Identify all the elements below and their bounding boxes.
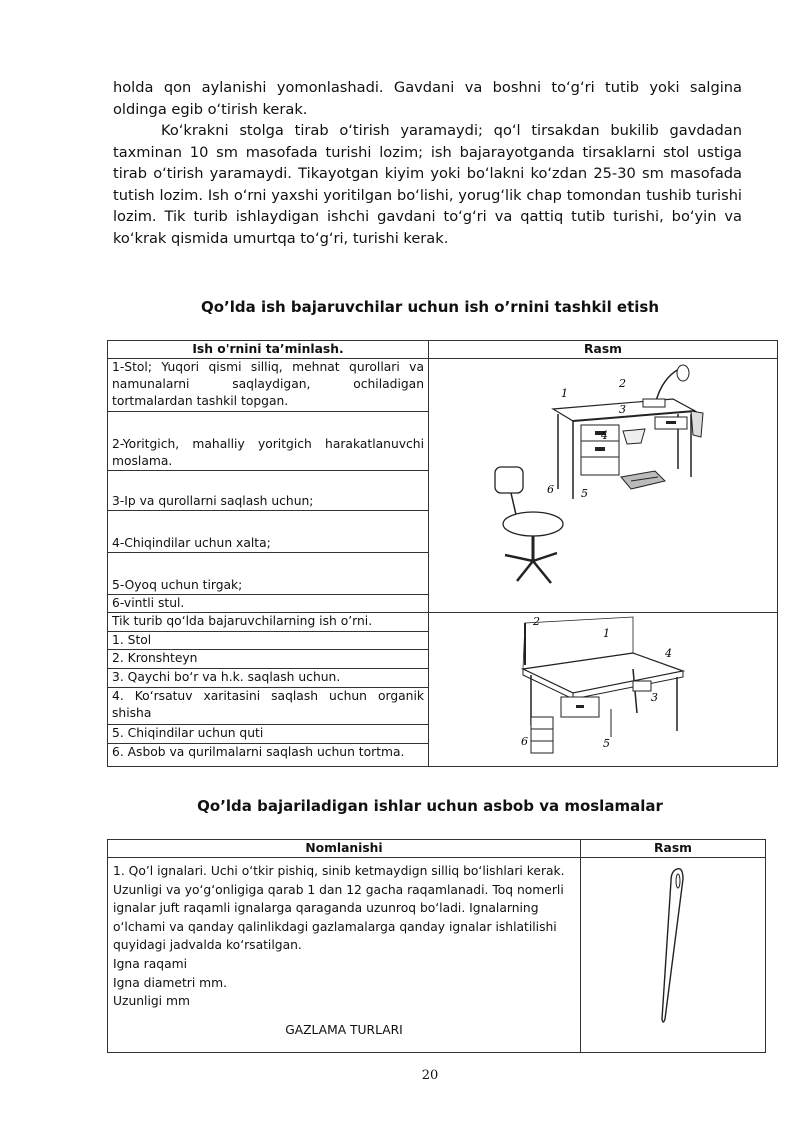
col-header-name: Nomlanishi bbox=[108, 840, 581, 858]
table-row bbox=[108, 858, 581, 1053]
needle-number-label: Igna raqami bbox=[113, 956, 187, 971]
figure-cell-needle bbox=[581, 858, 766, 1053]
table-row: 1-Stol; Yuqori qismi silliq, mehnat qurollari va namunalarni saqlaydigan, ochiladigan tortmalardan tashkil topgan. bbox=[108, 359, 429, 412]
figure1-label-4: 4 bbox=[601, 429, 608, 442]
figure1-label-5: 5 bbox=[581, 487, 588, 500]
col-header-provision: Ish o'rnini ta’minlash. bbox=[108, 341, 429, 359]
figure1-label-3: 3 bbox=[619, 403, 626, 416]
figure2-label-6: 6 bbox=[521, 735, 528, 748]
needle-diameter-label: Igna diametri mm. bbox=[113, 975, 228, 990]
needle-illustration bbox=[583, 859, 763, 1049]
table-row: 3. Qaychi bo‘r va h.k. saqlash uchun. bbox=[108, 669, 429, 688]
figure1-label-2: 2 bbox=[619, 377, 626, 390]
table-row: Tik turib qo‘lda bajaruvchilarning ish o’rni. bbox=[108, 613, 429, 632]
fabric-types-label: GAZLAMA TURLARI bbox=[285, 1022, 403, 1037]
table-row: 6-vintli stul. bbox=[108, 594, 429, 612]
section-1-title: Qo’lda ish bajaruvchilar uchun ish o’rnini tashkil etish bbox=[200, 298, 660, 316]
paragraph-2 bbox=[113, 120, 742, 250]
figure-cell-seated bbox=[429, 359, 778, 613]
seated-workplace-illustration bbox=[433, 359, 773, 609]
tools-table bbox=[107, 839, 766, 1053]
table-row: 4. Ko‘rsatuv xaritasini saqlash uchun organik shisha bbox=[108, 687, 429, 724]
standing-workplace-illustration bbox=[433, 613, 773, 763]
figure2-label-2: 2 bbox=[533, 615, 540, 628]
section-2-title: Qo’lda bajariladigan ishlar uchun asbob va moslamalar bbox=[197, 797, 663, 815]
col-header-picture: Rasm bbox=[581, 840, 766, 858]
workplace-table bbox=[107, 340, 778, 767]
paragraph-1: holda qon aylanishi yomonlashadi. Gavdani va boshni to‘g‘ri tutib yoki salgina oldinga egib o‘tirish kerak. bbox=[113, 79, 742, 118]
table-row: 5. Chiqindilar uchun quti bbox=[108, 725, 429, 744]
table-row: 2-Yoritgich, mahalliy yoritgich harakatlanuvchi moslama. bbox=[108, 411, 429, 470]
needle-length-label: Uzunligi mm bbox=[113, 994, 190, 1009]
table-row: 1. Stol bbox=[108, 631, 429, 650]
table-row: 4-Chiqindilar uchun xalta; bbox=[108, 511, 429, 553]
figure-cell-standing bbox=[429, 613, 778, 767]
figure1-label-6: 6 bbox=[547, 483, 554, 496]
table-row: 2. Kronshteyn bbox=[108, 650, 429, 669]
table-row: 3-Ip va qurollarni saqlash uchun; bbox=[108, 470, 429, 511]
figure2-label-5: 5 bbox=[603, 737, 610, 750]
figure2-label-3: 3 bbox=[651, 691, 658, 704]
page-number: 20 bbox=[421, 1068, 439, 1083]
col-header-picture: Rasm bbox=[429, 341, 778, 359]
needles-description: 1. Qo’l ignalari. Uchi o‘tkir pishiq, sinib ketmaydign silliq bo‘lishlari kerak. Uzunligi va yo‘g‘onligiga qarab 1 dan 12 gacha raqamlanadi. Toq nomerli ignalar juft raqamli ignalarga qaraganda uzunroq bo‘ladi. Ignalarning o‘lchami va qanday qalinlikdagi gazlamalarga qanday ignalar ishlatilishi quyidagi jadvalda ko‘rsatilgan. bbox=[113, 864, 565, 953]
figure2-label-1: 1 bbox=[603, 627, 610, 640]
figure2-label-4: 4 bbox=[665, 647, 672, 660]
table-row: 6. Asbob va qurilmalarni saqlash uchun tortma. bbox=[108, 744, 429, 767]
paragraph-2-text: Ko‘krakni stolga tirab o‘tirish yaramaydi; qo‘l tirsakdan bukilib gavdadan taxminan 10 sm masofada turishi lozim; ish bajarayotganda tirsaklarni stol ustiga tirab o‘tirish yaramaydi. Tikayotgan kiyim yoki bo‘lakni ko‘zdan 25-30 sm masofada tutish lozim. Ish o‘rni yaxshi yoritilgan bo‘lishi, yorug‘lik chap tomondan tushib turishi lozim. Tik turib ishlaydigan ishchi gavdani to‘g‘ri va qattiq tutib turishi, bo‘yin va ko‘krak qismida umurtqa to‘g‘ri, turishi kerak. bbox=[113, 122, 742, 247]
table-row: 5-Oyoq uchun tirgak; bbox=[108, 553, 429, 595]
figure1-label-1: 1 bbox=[561, 387, 568, 400]
